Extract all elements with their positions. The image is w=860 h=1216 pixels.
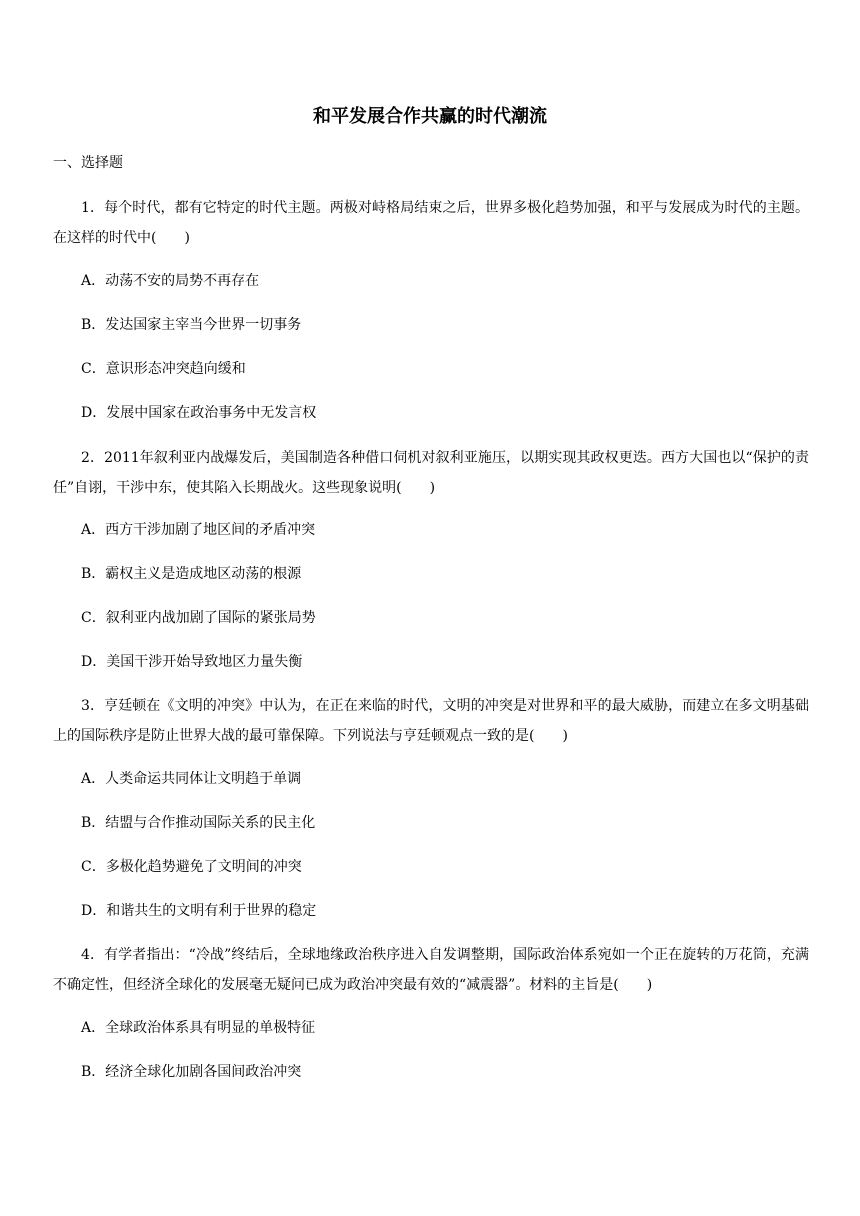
question-2-option-c[interactable]: C．叙利亚内战加剧了国际的紧张局势 [81, 610, 316, 626]
question-2-option-d[interactable]: D．美国干涉开始导致地区力量失衡 [81, 654, 303, 670]
page-title: 和平发展合作共赢的时代潮流 [313, 106, 547, 127]
question-1-option-a[interactable]: A．动荡不安的局势不再存在 [81, 273, 260, 289]
question-3-option-a[interactable]: A．人类命运共同体让文明趋于单调 [81, 771, 302, 787]
question-1-option-b[interactable]: B．发达国家主宰当今世界一切事务 [81, 317, 302, 333]
question-2-option-b[interactable]: B．霸权主义是造成地区动荡的根源 [81, 566, 302, 582]
question-3-option-b[interactable]: B．结盟与合作推动国际关系的民主化 [81, 815, 316, 831]
question-3-stem: 3．亨廷顿在《文明的冲突》中认为，在正在来临的时代，文明的冲突是对世界和平的最大威胁，而建立在多文明基础上的国际秩序是防止世界大战的最可靠保障。下列说法与亨廷顿观点一致的是( ) [53, 698, 809, 744]
question-3-option-c[interactable]: C．多极化趋势避免了文明间的冲突 [81, 859, 302, 875]
question-1-stem: 1．每个时代，都有它特定的时代主题。两极对峙格局结束之后，世界多极化趋势加强，和平与发展成为时代的主题。在这样的时代中( ) [53, 200, 809, 246]
question-3-option-d[interactable]: D．和谐共生的文明有利于世界的稳定 [81, 903, 317, 919]
question-1-option-d[interactable]: D．发展中国家在政治事务中无发言权 [81, 405, 317, 421]
question-4-option-a[interactable]: A．全球政治体系具有明显的单极特征 [81, 1020, 316, 1036]
section-heading: 一、选择题 [53, 155, 123, 171]
question-2-option-a[interactable]: A．西方干涉加剧了地区间的矛盾冲突 [81, 522, 316, 538]
question-2-stem: 2．2011年叙利亚内战爆发后，美国制造各种借口伺机对叙利亚施压，以期实现其政权更迭。西方大国也以“保护的责任”自诩，干涉中东，使其陷入长期战火。这些现象说明( ) [53, 450, 809, 496]
question-4-option-b[interactable]: B．经济全球化加剧各国间政治冲突 [81, 1064, 302, 1080]
question-4-stem: 4．有学者指出：“冷战”终结后，全球地缘政治秩序进入自发调整期，国际政治体系宛如一个正在旋转的万花筒，充满不确定性，但经济全球化的发展毫无疑问已成为政治冲突最有效的“减震器”。材料的主旨是( ) [53, 947, 809, 993]
question-1-option-c[interactable]: C．意识形态冲突趋向缓和 [81, 361, 246, 377]
